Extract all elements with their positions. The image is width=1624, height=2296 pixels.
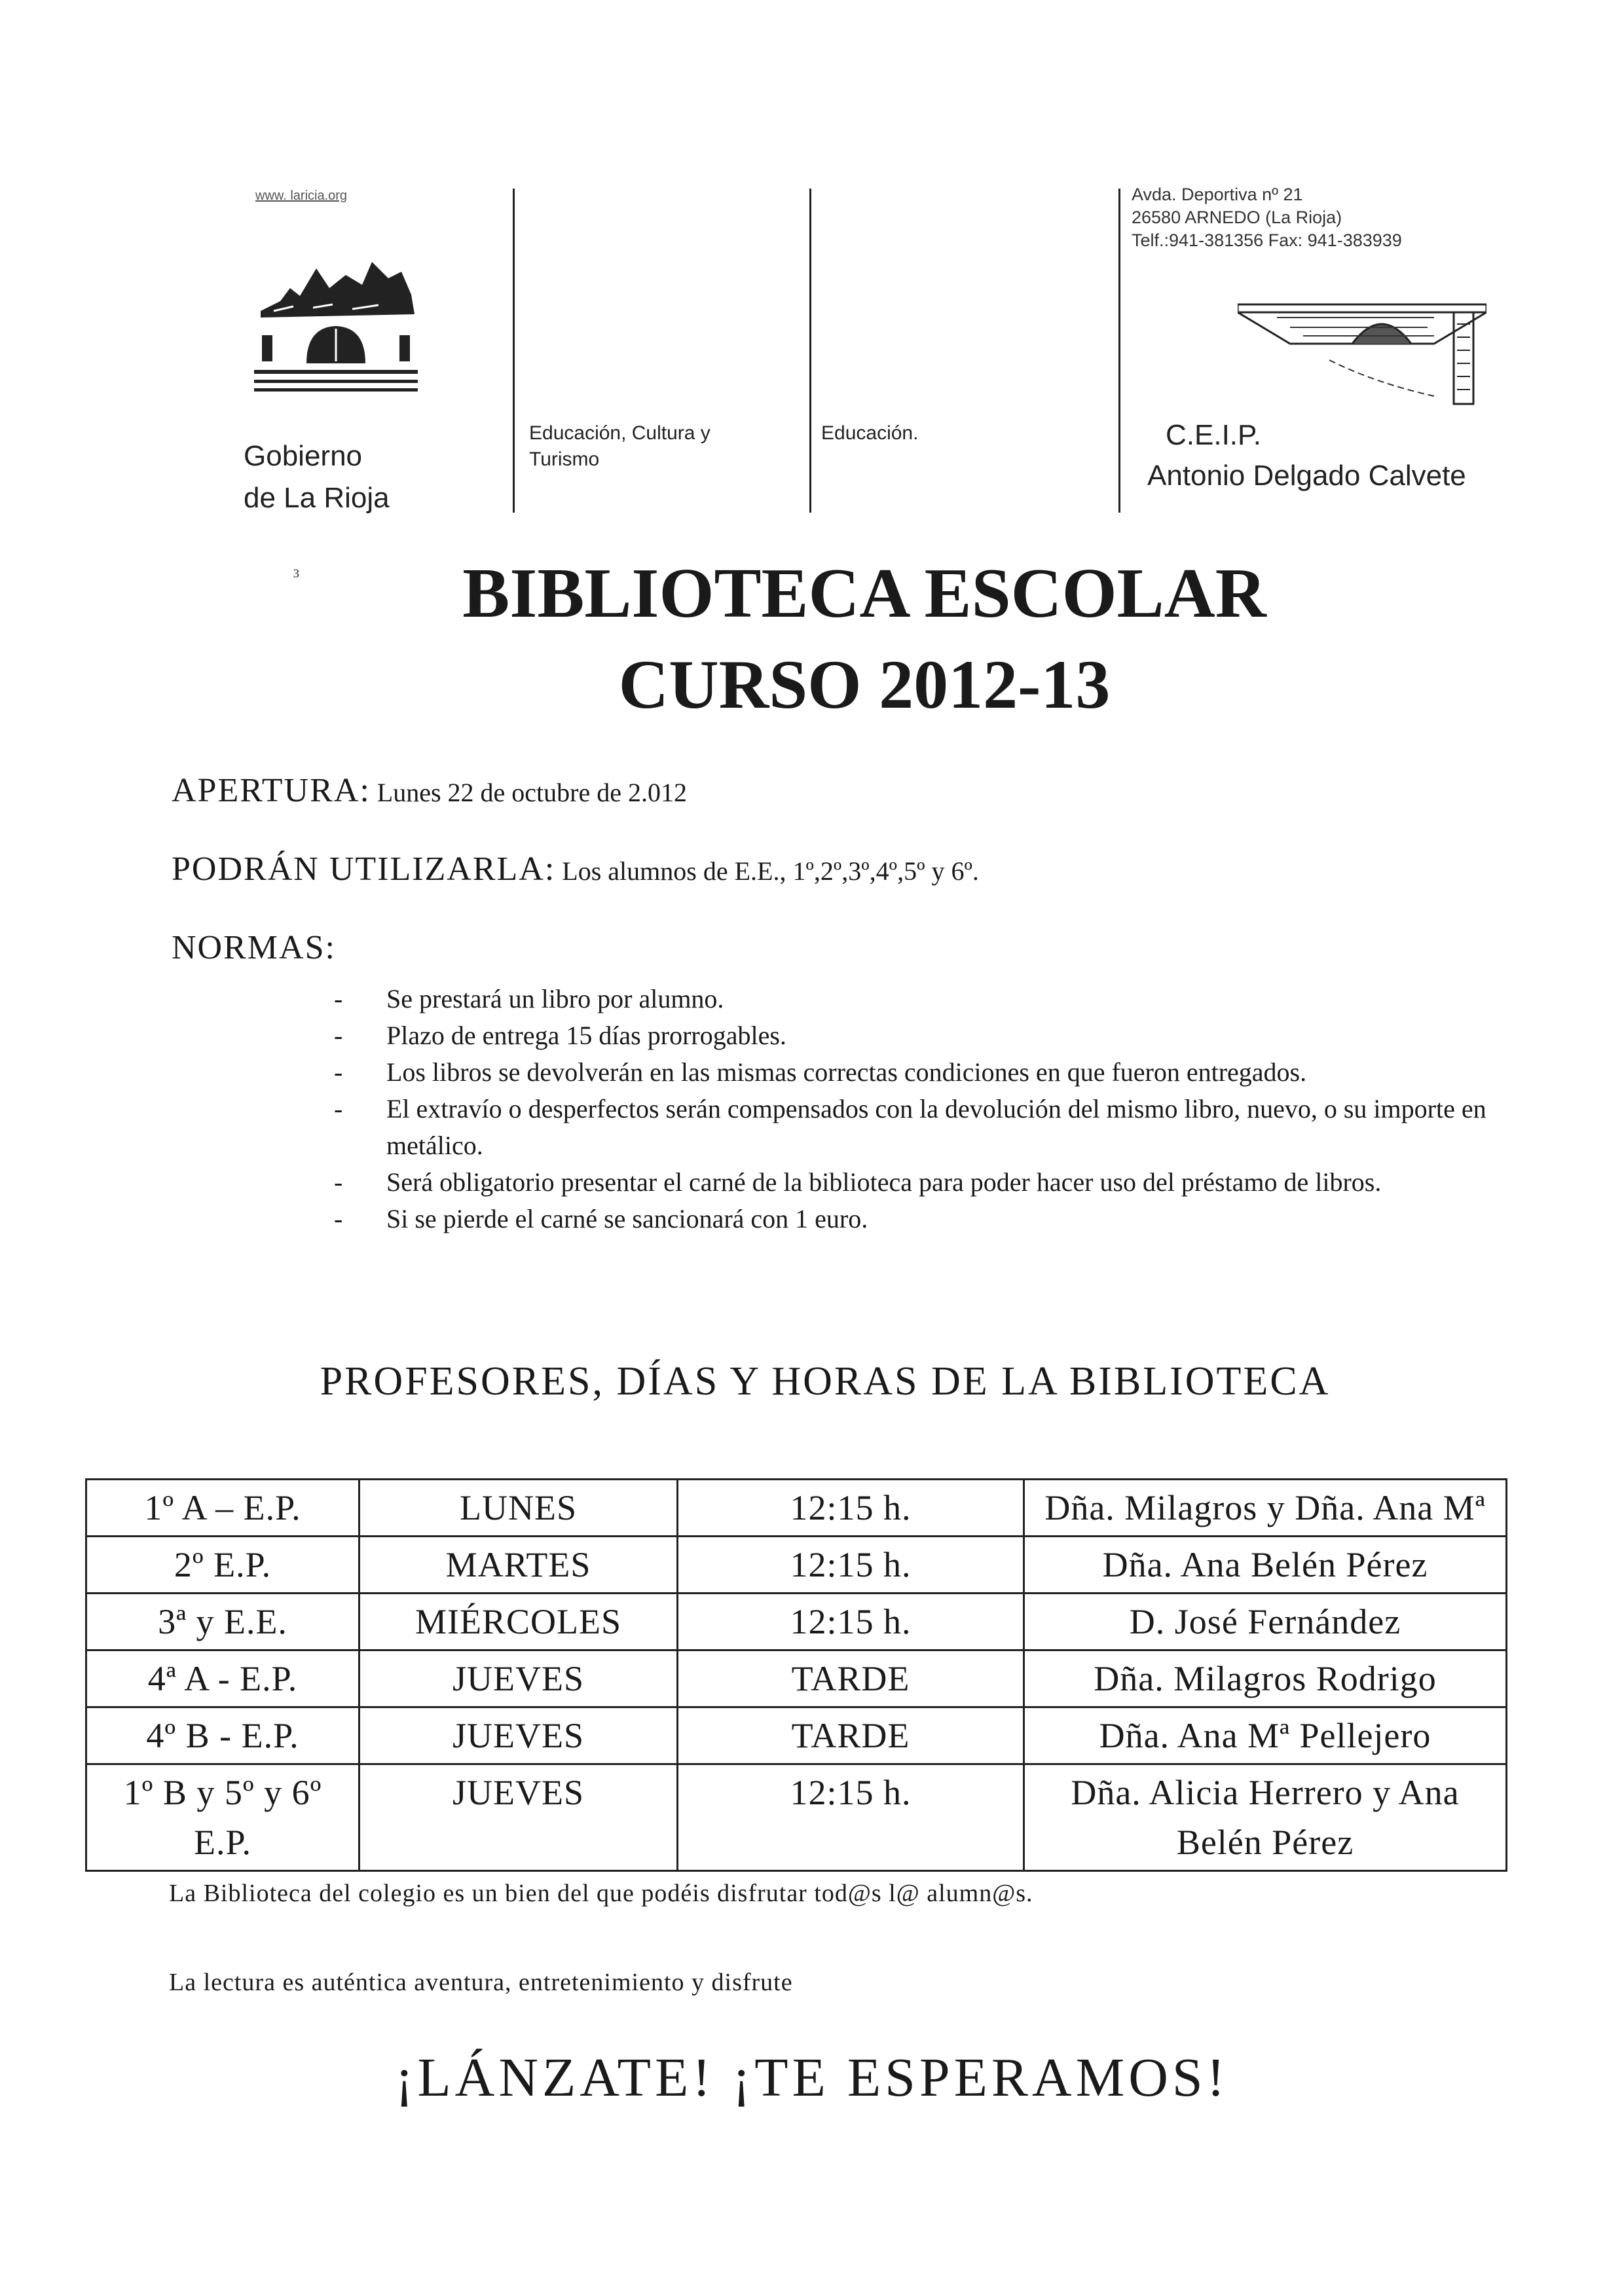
- group-cell: 4ª A - E.P.: [86, 1650, 360, 1707]
- teacher-cell: Dña. Milagros y Dña. Ana Mª: [1024, 1480, 1507, 1537]
- day-cell: JUEVES: [360, 1707, 678, 1764]
- teacher-cell: Dña. Ana Belén Pérez: [1024, 1537, 1507, 1594]
- day-cell: JUEVES: [360, 1764, 678, 1871]
- time-cell: 12:15 h.: [678, 1594, 1024, 1650]
- school-name: C.E.I.P. Antonio Delgado Calvete: [1147, 419, 1466, 492]
- group-cell: 4º B - E.P.: [86, 1707, 360, 1764]
- day-cell: LUNES: [360, 1480, 678, 1537]
- rule-item: - Si se pierde el carné se sancionará con 1 euro.: [334, 1201, 1519, 1237]
- rules-list: [334, 981, 1519, 1237]
- table-row: [86, 1537, 1507, 1594]
- schedule-table: [85, 1478, 1507, 1872]
- department-1: Educación, Cultura y Turismo: [529, 422, 710, 470]
- header-divider: [513, 189, 515, 513]
- group-cell: 3ª y E.E.: [86, 1594, 360, 1650]
- opening-line: APERTURA: Lunes 22 de octubre de 2.012: [172, 772, 687, 809]
- header-divider: [809, 189, 811, 513]
- teacher-cell: Dña. Ana Mª Pellejero: [1024, 1707, 1507, 1764]
- day-cell: MARTES: [360, 1537, 678, 1594]
- day-cell: JUEVES: [360, 1650, 678, 1707]
- rule-item: - El extravío o desperfectos serán compensados con la devolución del mismo libro, nuevo, o su importe en metálico.: [334, 1091, 1519, 1164]
- table-row: [86, 1707, 1507, 1764]
- teacher-cell: D. José Fernández: [1024, 1594, 1507, 1650]
- group-cell: 2º E.P.: [86, 1537, 360, 1594]
- teacher-cell: Dña. Alicia Herrero y Ana Belén Pérez: [1024, 1764, 1507, 1871]
- footer-note: La Biblioteca del colegio es un bien del que podéis disfrutar tod@s l@ alumn@s.: [169, 1880, 1033, 1907]
- schedule-heading: PROFESORES, DÍAS Y HORAS DE LA BIBLIOTECA: [320, 1359, 1331, 1404]
- time-cell: TARDE: [678, 1650, 1024, 1707]
- time-cell: 12:15 h.: [678, 1764, 1024, 1871]
- group-cell: 1º B y 5º y 6º E.P.: [86, 1764, 360, 1871]
- footer-note: La lectura es auténtica aventura, entretenimiento y disfrute: [169, 1969, 793, 1996]
- group-cell: 1º A – E.P.: [86, 1480, 360, 1537]
- time-cell: TARDE: [678, 1707, 1024, 1764]
- table-row: [86, 1650, 1507, 1707]
- government-name: Gobierno de La Rioja: [244, 440, 390, 514]
- table-row: [86, 1594, 1507, 1650]
- department-2: Educación.: [821, 422, 919, 444]
- rule-item: - Plazo de entrega 15 días prorrogables.: [334, 1017, 1519, 1054]
- rules-heading: NORMAS:: [172, 929, 336, 966]
- school-bridge-logo: [1238, 298, 1486, 409]
- table-row: [86, 1480, 1507, 1537]
- page-title: BIBLIOTECA ESCOLAR: [462, 555, 1266, 632]
- teacher-cell: Dña. Milagros Rodrigo: [1024, 1650, 1507, 1707]
- slogan: ¡LÁNZATE! ¡TE ESPERAMOS!: [395, 2047, 1229, 2108]
- day-cell: MIÉRCOLES: [360, 1594, 678, 1650]
- header-divider: [1118, 189, 1120, 513]
- rule-item: - Se prestará un libro por alumno.: [334, 981, 1519, 1017]
- page-subtitle: CURSO 2012-13: [618, 646, 1111, 723]
- school-address: Avda. Deportiva nº 21 26580 ARNEDO (La Rioja) Telf.:941-381356 Fax: 941-383939: [1132, 185, 1402, 250]
- website-url: www. laricia.org: [255, 189, 348, 203]
- users-line: PODRÁN UTILIZARLA: Los alumnos de E.E., 1º,2º,3º,4º,5º y 6º.: [172, 850, 979, 888]
- table-row: [86, 1764, 1507, 1871]
- time-cell: 12:15 h.: [678, 1537, 1024, 1594]
- margin-mark: ³: [293, 566, 299, 587]
- time-cell: 12:15 h.: [678, 1480, 1024, 1537]
- rule-item: - Los libros se devolverán en las mismas correctas condiciones en que fueron entregados.: [334, 1054, 1519, 1091]
- gobierno-de-la-rioja-logo: [254, 249, 418, 406]
- rule-item: - Será obligatorio presentar el carné de la biblioteca para poder hacer uso del préstamo de libros.: [334, 1164, 1519, 1201]
